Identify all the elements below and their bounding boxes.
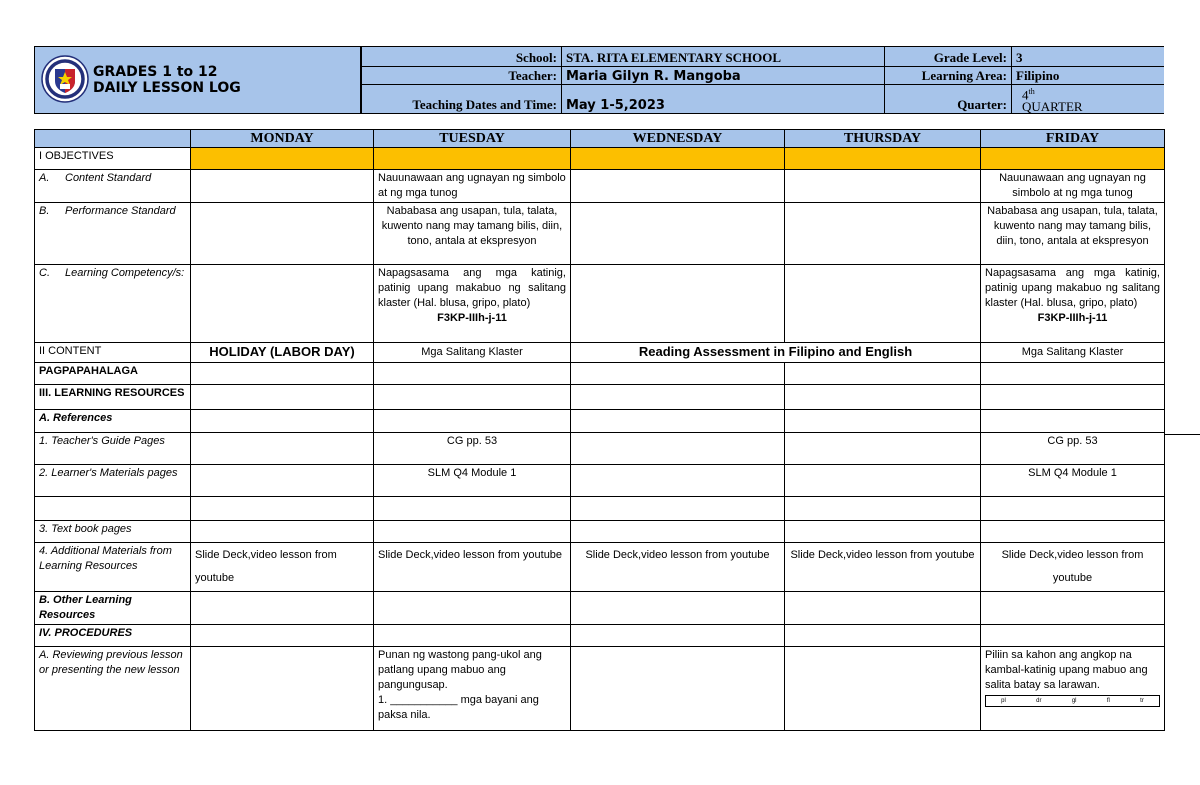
reviewing-label: A. Reviewing previous lesson or presenting the new lesson [35, 647, 191, 731]
day-wednesday: WEDNESDAY [571, 130, 785, 148]
competency-thursday [785, 265, 981, 343]
corner-cell [35, 130, 191, 148]
content-standard-thursday [785, 170, 981, 203]
content-standard-letter: A. [39, 172, 50, 184]
other-resources-label: B. Other Learning Resources [35, 592, 191, 625]
learners-materials-row [35, 465, 1165, 497]
additional-thursday: Slide Deck,video lesson from youtube [785, 543, 981, 592]
dates-text: May 1-5,2023 [566, 98, 665, 113]
competency-monday [191, 265, 374, 343]
day-thursday: THURSDAY [785, 130, 981, 148]
school-value: STA. RITA ELEMENTARY SCHOOL [562, 47, 885, 66]
competency-wednesday [571, 265, 785, 343]
teachers-guide-row [35, 433, 1165, 465]
content-standard-monday [191, 170, 374, 203]
quarter-label: Quarter: [885, 84, 1012, 113]
additional-materials-label: 4. Additional Materials from Learning Resources [35, 543, 191, 592]
blend-item: pl [1001, 697, 1006, 704]
objectives-monday [191, 148, 374, 170]
content-standard-label [35, 170, 191, 203]
grade-level-value: 3 [1012, 47, 1164, 66]
textbook-label: 3. Text book pages [35, 521, 191, 543]
competency-row [35, 265, 1165, 343]
dll-title: GRADES 1 to 12 DAILY LESSON LOG [93, 64, 241, 96]
learners-materials-tuesday: SLM Q4 Module 1 [374, 465, 571, 497]
blend-item: fl [1106, 697, 1110, 704]
grade-level-label: Grade Level: [885, 47, 1012, 66]
procedures-label: IV. PROCEDURES [35, 625, 191, 647]
reviewing-tuesday [374, 647, 571, 731]
references-row [35, 410, 1165, 433]
content-label: II CONTENT [35, 343, 191, 363]
other-resources-row [35, 592, 1165, 625]
performance-standard-friday: Nababasa ang usapan, tula, talata, kuwento nang may tamang bilis, diin, tono, antala at ekspresyon [981, 203, 1165, 265]
content-monday [191, 343, 374, 363]
blend-item: tr [1140, 697, 1144, 704]
additional-wednesday: Slide Deck,video lesson from youtube [571, 543, 785, 592]
objectives-row [35, 148, 1165, 170]
margin-line [1165, 434, 1200, 435]
content-tuesday: Mga Salitang Klaster [374, 343, 571, 363]
school-label: School: [362, 47, 562, 66]
consonant-blend-box [985, 695, 1160, 707]
content-wed-thu [571, 343, 981, 363]
learning-area-value: Filipino [1012, 66, 1164, 84]
reviewing-tuesday-item: 1. ___________ mga bayani ang paksa nila. [378, 694, 539, 721]
quarter-number: 4 [1022, 87, 1029, 102]
content-standard-row [35, 170, 1165, 203]
dates-value [562, 84, 885, 113]
teacher-label: Teacher: [362, 66, 562, 84]
competency-label [35, 265, 191, 343]
teachers-guide-friday: CG pp. 53 [981, 433, 1165, 465]
header-title-block [35, 47, 361, 113]
teachers-guide-tuesday: CG pp. 53 [374, 433, 571, 465]
performance-standard-tuesday: Nababasa ang usapan, tula, talata, kuwento nang may tamang bilis, diin, tono, antala at ekspresyon [374, 203, 571, 265]
references-label: A. References [35, 410, 191, 433]
day-monday: MONDAY [191, 130, 374, 148]
competency-tuesday-code: F3KP-IIIh-j-11 [437, 312, 507, 324]
learners-materials-label: 2. Learner's Materials pages [35, 465, 191, 497]
deped-seal-icon [41, 55, 89, 103]
daily-lesson-log-table [34, 129, 1165, 731]
performance-standard-wednesday [571, 203, 785, 265]
competency-tuesday-text: Napagsasama ang mga katinig, patinig upang makabuo ng salitang klaster (Hal. blusa, gripo, plato) [378, 267, 566, 309]
learners-materials-friday: SLM Q4 Module 1 [981, 465, 1165, 497]
learning-resources-label: III. LEARNING RESOURCES [35, 385, 191, 410]
assessment-text: Reading Assessment in Filipino and English [638, 344, 913, 359]
quarter-suffix: th [1028, 86, 1035, 96]
objectives-thursday [785, 148, 981, 170]
header-info-table [361, 47, 1164, 113]
learning-area-label: Learning Area: [885, 66, 1012, 84]
content-friday: Mga Salitang Klaster [981, 343, 1165, 363]
competency-tuesday [374, 265, 571, 343]
content-standard-text: Content Standard [65, 172, 152, 184]
quarter-word: QUARTER [1022, 99, 1083, 113]
dates-label: Teaching Dates and Time: [362, 84, 562, 113]
additional-tuesday: Slide Deck,video lesson from youtube [374, 543, 571, 592]
quarter-value [1012, 84, 1164, 113]
additional-friday: Slide Deck,video lesson from youtube [981, 543, 1165, 592]
content-standard-tuesday: Nauunawaan ang ugnayan ng simbolo at ng mga tunog [374, 170, 571, 203]
performance-standard-letter: B. [39, 205, 50, 217]
dll-header [34, 46, 1164, 114]
days-header-row [35, 130, 1165, 148]
performance-standard-monday [191, 203, 374, 265]
day-friday: FRIDAY [981, 130, 1165, 148]
reviewing-tuesday-instruction: Punan ng wastong pang-ukol ang patlang upang mabuo ang pangungusap. [378, 649, 542, 691]
objectives-wednesday [571, 148, 785, 170]
competency-friday-text: Napagsasama ang mga katinig, patinig upang makabuo ng salitang klaster (Hal. blusa, gripo, plato) [985, 267, 1160, 309]
objectives-friday [981, 148, 1165, 170]
reviewing-row [35, 647, 1165, 731]
content-standard-wednesday [571, 170, 785, 203]
objectives-tuesday [374, 148, 571, 170]
blend-item: gl [1071, 697, 1077, 704]
competency-text: Learning Competency/s: [65, 267, 185, 279]
day-tuesday: TUESDAY [374, 130, 571, 148]
competency-friday [981, 265, 1165, 343]
competency-letter: C. [39, 267, 50, 279]
reviewing-friday-instruction: Piliin sa kahon ang angkop na kambal-katinig upang mabuo ang salita batay sa larawan. [985, 649, 1148, 691]
textbook-row [35, 521, 1165, 543]
objectives-label: I OBJECTIVES [35, 148, 191, 170]
performance-standard-text: Performance Standard [65, 205, 176, 217]
blank-row [35, 497, 1165, 521]
performance-standard-label [35, 203, 191, 265]
content-row [35, 343, 1165, 363]
teacher-value [562, 66, 885, 84]
learning-resources-row [35, 385, 1165, 410]
blend-item: dr [1036, 697, 1042, 704]
additional-monday: Slide Deck,video lesson from youtube [191, 543, 374, 592]
teacher-name: Maria Gilyn R. Mangoba [566, 68, 741, 84]
holiday-text: HOLIDAY (LABOR DAY) [209, 344, 355, 359]
pagpapahalaga-row [35, 363, 1165, 385]
procedures-row [35, 625, 1165, 647]
pagpapahalaga-label: PAGPAPAHALAGA [35, 363, 191, 385]
content-standard-friday: Nauunawaan ang ugnayan ng simbolo at ng mga tunog [981, 170, 1165, 203]
teachers-guide-label: 1. Teacher's Guide Pages [35, 433, 191, 465]
performance-standard-row [35, 203, 1165, 265]
reviewing-friday [981, 647, 1165, 731]
competency-friday-code: F3KP-IIIh-j-11 [1037, 312, 1108, 324]
performance-standard-thursday [785, 203, 981, 265]
additional-materials-row [35, 543, 1165, 592]
